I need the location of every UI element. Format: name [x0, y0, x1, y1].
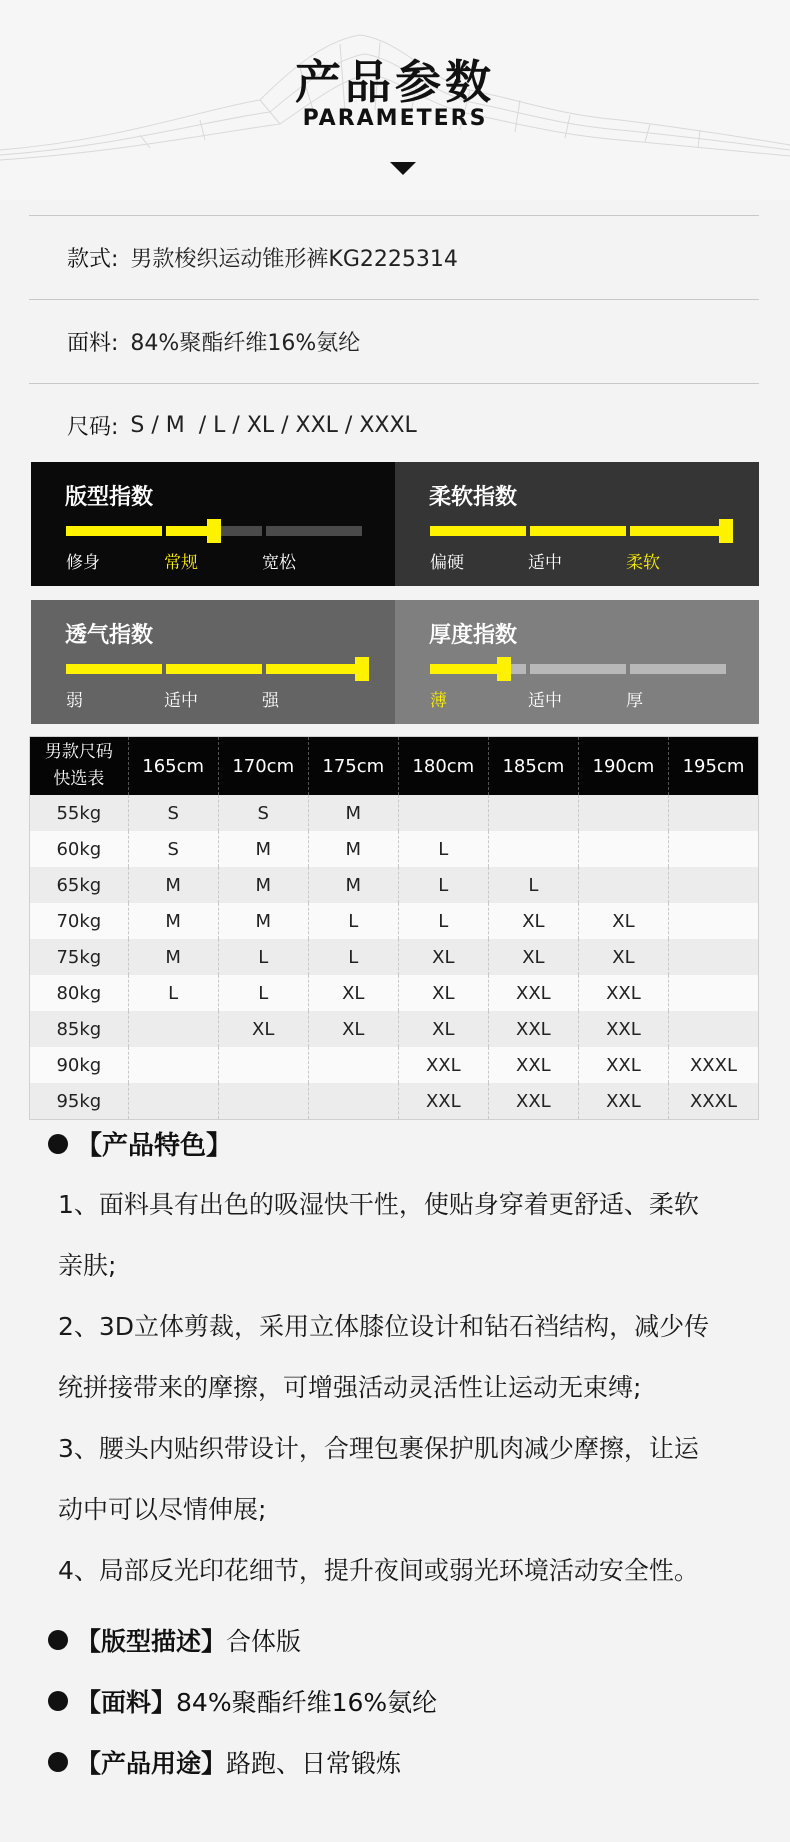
features-heading: [48, 1125, 758, 1162]
feature-line: 1、面料具有出色的吸湿快干性，使贴身穿着更舒适、柔软: [58, 1190, 699, 1219]
features-list: [48, 1174, 758, 1601]
spec-value: 男款梭织运动锥形裤KG2225314: [130, 247, 458, 272]
size-cell: XXL: [488, 1083, 578, 1120]
size-cell: [668, 1011, 758, 1047]
weight-cell: 85kg: [30, 1011, 129, 1047]
table-row: [30, 975, 759, 1011]
page-title: 产品参数: [295, 55, 495, 109]
size-cell: L: [128, 975, 218, 1011]
index-label: 厚: [626, 691, 643, 711]
size-cell: XL: [398, 939, 488, 975]
index-segment: [430, 664, 526, 674]
height-header: 180cm: [398, 737, 488, 796]
size-cell: [308, 1083, 398, 1120]
weight-cell: 75kg: [30, 939, 129, 975]
size-cell: M: [308, 831, 398, 867]
table-row: [30, 1083, 759, 1120]
index-segment: [530, 664, 626, 674]
size-cell: [668, 831, 758, 867]
corner-line-1: 男款尺码: [44, 742, 113, 762]
feature-line: 2、3D立体剪裁，采用立体膝位设计和钻石裆结构，减少传: [58, 1312, 710, 1341]
size-cell: XXL: [578, 1083, 668, 1120]
index-label: 柔软: [626, 553, 660, 573]
size-cell: [668, 939, 758, 975]
size-cell: XXL: [578, 975, 668, 1011]
size-cell: XL: [398, 975, 488, 1011]
size-cell: [668, 795, 758, 831]
size-cell: M: [308, 867, 398, 903]
meta-list: [48, 1609, 758, 1792]
feature-line: 统拼接带来的摩擦，可增强活动灵活性让运动无束缚;: [58, 1373, 642, 1402]
spec-list: [29, 215, 759, 467]
size-cell: XXL: [398, 1047, 488, 1083]
index-label: 修身: [66, 553, 100, 573]
size-cell: [128, 1011, 218, 1047]
size-cell: XXL: [488, 975, 578, 1011]
index-title: 透气指数: [65, 623, 154, 648]
index-meter: [31, 600, 395, 724]
size-cell: M: [218, 867, 308, 903]
weight-cell: 55kg: [30, 795, 129, 831]
size-cell: L: [218, 939, 308, 975]
index-label: 适中: [528, 553, 562, 573]
size-cell: M: [128, 903, 218, 939]
size-cell: XL: [578, 939, 668, 975]
weight-cell: 70kg: [30, 903, 129, 939]
table-row: [30, 795, 759, 831]
size-cell: XL: [308, 1011, 398, 1047]
page-subtitle: PARAMETERS: [302, 106, 488, 131]
spec-label: 款式:: [67, 247, 119, 272]
bullet-icon: [48, 1752, 68, 1772]
height-header: 195cm: [668, 737, 758, 796]
table-row: [30, 903, 759, 939]
index-segment: [430, 526, 526, 536]
size-cell: M: [308, 795, 398, 831]
spec-value: 84%聚酯纤维16%氨纶: [130, 331, 361, 356]
index-label: 适中: [164, 691, 198, 711]
index-segment: [630, 664, 726, 674]
triangle-down-icon: [390, 162, 416, 175]
size-cell: M: [128, 867, 218, 903]
size-cell: [488, 831, 578, 867]
size-cell: [218, 1083, 308, 1120]
table-row: [30, 1047, 759, 1083]
size-cell: [668, 975, 758, 1011]
index-track: [66, 664, 362, 674]
size-cell: [668, 867, 758, 903]
index-segment: [630, 526, 726, 536]
meta-value: 合体版: [226, 1626, 302, 1656]
meta-line: [48, 1609, 758, 1670]
size-cell: S: [128, 795, 218, 831]
size-cell: XL: [308, 975, 398, 1011]
index-label: 适中: [528, 691, 562, 711]
table-header-row: [30, 737, 759, 796]
index-meter: [31, 462, 395, 586]
weight-cell: 95kg: [30, 1083, 129, 1120]
size-cell: XL: [218, 1011, 308, 1047]
size-cell: M: [128, 939, 218, 975]
index-knob: [355, 657, 369, 681]
meta-key: 【产品用途】: [76, 1748, 227, 1778]
size-cell: XXXL: [668, 1083, 758, 1120]
features-heading-text: 【产品特色】: [76, 1131, 233, 1161]
size-cell: S: [128, 831, 218, 867]
height-header: 165cm: [128, 737, 218, 796]
index-knob: [497, 657, 511, 681]
size-cell: M: [218, 831, 308, 867]
height-header: 175cm: [308, 737, 398, 796]
size-cell: [128, 1083, 218, 1120]
height-header: 190cm: [578, 737, 668, 796]
feature-line: 亲肤;: [58, 1251, 117, 1280]
size-cell: L: [308, 939, 398, 975]
weight-cell: 80kg: [30, 975, 129, 1011]
index-track: [430, 664, 726, 674]
index-row: [31, 600, 759, 724]
table-row: [30, 1011, 759, 1047]
table-corner-label: [30, 737, 129, 796]
index-segment: [166, 664, 262, 674]
size-cell: [128, 1047, 218, 1083]
index-label: 宽松: [262, 553, 296, 573]
size-cell: [218, 1047, 308, 1083]
corner-line-2: 快选表: [53, 769, 105, 789]
size-cell: L: [488, 867, 578, 903]
size-cell: XXL: [488, 1047, 578, 1083]
meta-key: 【面料】: [76, 1687, 177, 1717]
spec-size: [29, 383, 759, 467]
table-row: [30, 831, 759, 867]
bullet-icon: [48, 1630, 68, 1650]
index-title: 厚度指数: [429, 623, 518, 648]
size-chart-table: [29, 736, 759, 1120]
bullet-icon: [48, 1691, 68, 1711]
index-knob: [719, 519, 733, 543]
table-row: [30, 939, 759, 975]
index-title: 版型指数: [65, 485, 154, 510]
size-cell: [488, 795, 578, 831]
index-segment: [266, 526, 362, 536]
index-segment: [66, 664, 162, 674]
spec-value: S / M / L / XL / XXL / XXXL: [130, 413, 417, 438]
index-label: 常规: [164, 553, 198, 573]
index-knob: [207, 519, 221, 543]
size-cell: [308, 1047, 398, 1083]
index-track: [66, 526, 362, 536]
meta-line: [48, 1670, 758, 1731]
feature-line: 4、局部反光印花细节，提升夜间或弱光环境活动安全性。: [58, 1556, 699, 1585]
index-label: 强: [262, 691, 279, 711]
size-cell: XXL: [398, 1083, 488, 1120]
index-row: [31, 462, 759, 586]
features-section: [48, 1125, 758, 1792]
size-cell: [398, 795, 488, 831]
size-cell: XL: [398, 1011, 488, 1047]
index-label: 偏硬: [430, 553, 464, 573]
index-track: [430, 526, 726, 536]
height-header: 170cm: [218, 737, 308, 796]
meta-value: 84%聚酯纤维16%氨纶: [176, 1687, 438, 1717]
size-cell: [578, 831, 668, 867]
size-cell: XXL: [488, 1011, 578, 1047]
index-meter: [395, 600, 759, 724]
index-label: 薄: [430, 691, 447, 711]
bullet-icon: [48, 1134, 68, 1154]
size-cell: L: [308, 903, 398, 939]
index-meters: [31, 462, 759, 738]
size-cell: XL: [578, 903, 668, 939]
size-cell: M: [218, 903, 308, 939]
size-cell: XXL: [578, 1047, 668, 1083]
weight-cell: 90kg: [30, 1047, 129, 1083]
size-cell: [578, 867, 668, 903]
size-cell: [668, 903, 758, 939]
spec-style: [29, 215, 759, 299]
size-cell: XL: [488, 903, 578, 939]
meta-value: 路跑、日常锻炼: [226, 1748, 402, 1778]
meta-line: [48, 1731, 758, 1792]
index-meter: [395, 462, 759, 586]
size-cell: L: [218, 975, 308, 1011]
size-cell: L: [398, 867, 488, 903]
feature-line: 3、腰头内贴织带设计，合理包裹保护肌肉减少摩擦，让运: [58, 1434, 699, 1463]
index-segment: [66, 526, 162, 536]
feature-line: 动中可以尽情伸展;: [58, 1495, 267, 1524]
size-cell: S: [218, 795, 308, 831]
size-cell: L: [398, 903, 488, 939]
height-header: 185cm: [488, 737, 578, 796]
table-row: [30, 867, 759, 903]
meta-key: 【版型描述】: [76, 1626, 227, 1656]
spec-fabric: [29, 299, 759, 383]
index-title: 柔软指数: [429, 485, 518, 510]
index-segment: [530, 526, 626, 536]
size-cell: L: [398, 831, 488, 867]
weight-cell: 60kg: [30, 831, 129, 867]
index-label: 弱: [66, 691, 83, 711]
spec-label: 面料:: [67, 331, 119, 356]
size-cell: [578, 795, 668, 831]
weight-cell: 65kg: [30, 867, 129, 903]
size-cell: XL: [488, 939, 578, 975]
header: [0, 0, 790, 200]
index-segment: [266, 664, 362, 674]
spec-label: 尺码:: [67, 415, 119, 440]
size-cell: XXL: [578, 1011, 668, 1047]
size-cell: XXXL: [668, 1047, 758, 1083]
